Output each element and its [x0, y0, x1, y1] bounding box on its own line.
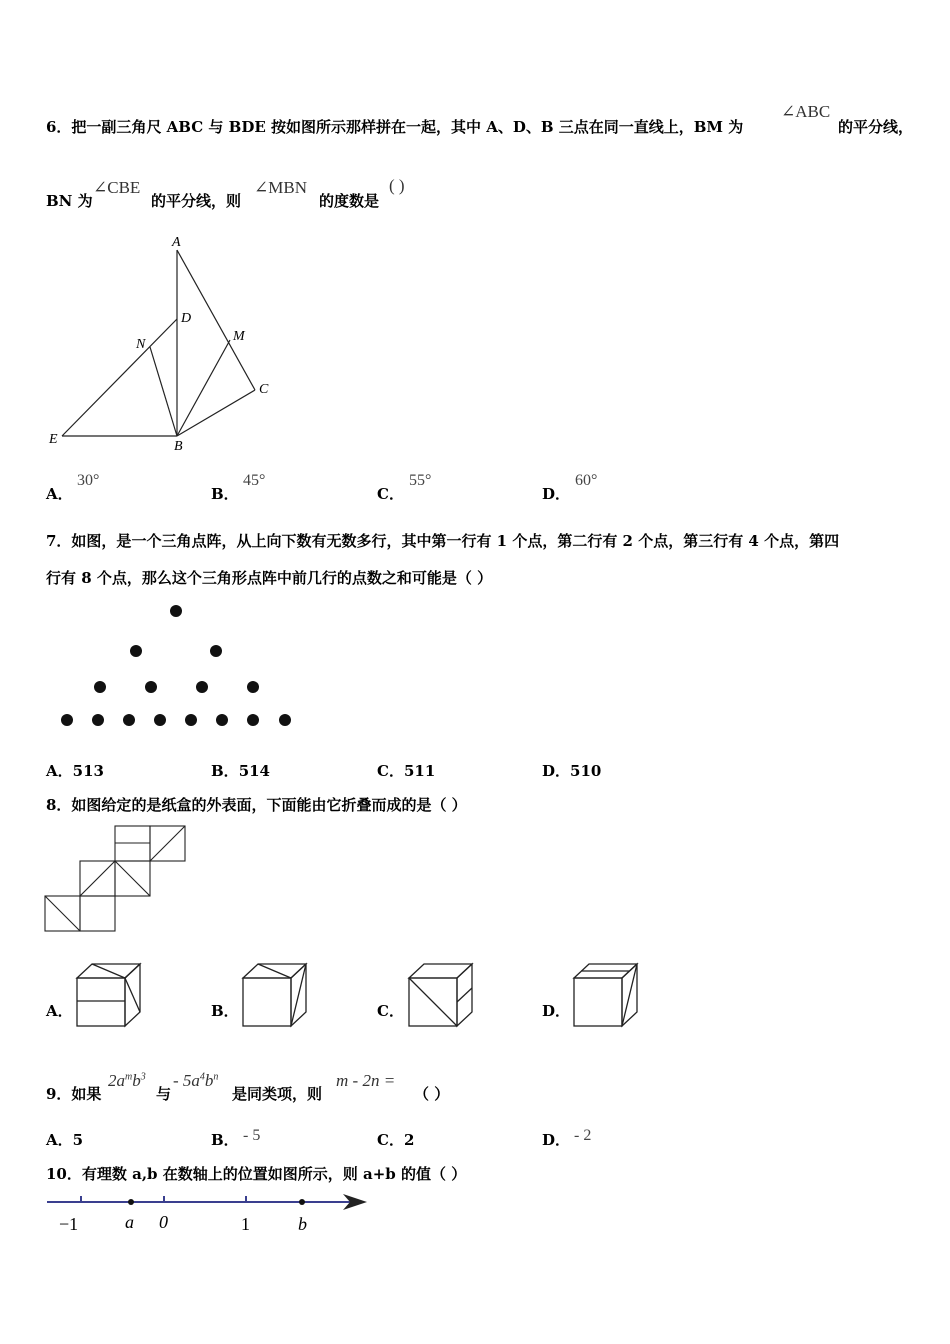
q7-text-line1: 7．如图，是一个三角点阵，从上向下数有无数多行，其中第一行有 1 个点，第二行有 2 个点，第三行有 4 个点，第四 — [46, 532, 840, 550]
q6-option-a-value: 30° — [77, 472, 100, 489]
q9-paren: （ ） — [414, 1085, 450, 1103]
q8-option-a-letter: A． — [46, 1002, 73, 1020]
side-midline — [457, 988, 472, 1002]
q7-option-c-value: 511 — [403, 762, 436, 780]
axis-label-one: 1 — [241, 1214, 250, 1234]
dot — [130, 645, 142, 657]
q8-cube-c — [406, 960, 476, 1030]
q6-angle-mbn: ∠MBN — [254, 178, 307, 197]
label-e: E — [49, 432, 58, 447]
q9-option-c-value: 2 — [403, 1131, 415, 1149]
q6-line1-a: 6．把一副三角尺 ABC 与 BDE 按如图所示那样拼在一起，其中 A、D、B 三点在同一直线上，BM 为 — [46, 118, 744, 136]
label-n: N — [136, 337, 146, 352]
q8-cube-d — [571, 960, 646, 1030]
label-c: C — [259, 382, 269, 397]
q6-triangle-figure — [40, 230, 300, 460]
dot — [123, 714, 135, 726]
dot — [247, 681, 259, 693]
q6-option-d[interactable] — [542, 483, 570, 504]
label-a: A — [172, 235, 181, 250]
q9-option-d[interactable] — [542, 1129, 570, 1150]
q7-option-d-value: 510 — [570, 762, 602, 780]
q6-angle-abc: ∠ABC — [781, 102, 831, 121]
q10-text-line1: 10．有理数 a,b 在数轴上的位置如图所示，则 a+b 的值（ ） — [46, 1165, 467, 1183]
q6-line1-b: 的平分线， — [838, 118, 914, 136]
q9-option-a-letter: A． — [46, 1131, 73, 1149]
q6-angle-cbe: ∠CBE — [93, 178, 141, 197]
top-diagonal — [258, 964, 291, 978]
q10-number-line — [45, 1188, 375, 1238]
dot — [210, 645, 222, 657]
q7-option-b-letter: B． — [211, 762, 239, 780]
q8-option-a[interactable] — [46, 1000, 73, 1021]
dot — [94, 681, 106, 693]
dot — [92, 714, 104, 726]
q8-option-b[interactable] — [211, 1000, 239, 1021]
q7-option-a-letter: A． — [46, 762, 73, 780]
q7-option-d[interactable] — [542, 760, 601, 781]
cube-front-face — [77, 978, 125, 1026]
dot — [216, 714, 228, 726]
q9-option-c-letter: C． — [377, 1131, 404, 1149]
q7-option-c[interactable] — [377, 760, 435, 781]
q9-term1-exp-m: m — [125, 1071, 133, 1083]
line-nb — [150, 347, 177, 436]
point-a — [128, 1199, 134, 1205]
q9-term2-b: b — [204, 1071, 214, 1090]
label-b: B — [174, 439, 183, 454]
q6-option-c[interactable] — [377, 483, 404, 504]
q6-option-c-letter: C． — [377, 485, 404, 503]
dot — [170, 605, 182, 617]
q7-dot-triangle — [40, 595, 310, 735]
q6-option-a-letter: A． — [46, 485, 73, 503]
q6-answer-paren: ( ) — [389, 176, 405, 195]
q8-option-c-letter: C． — [377, 1002, 404, 1020]
cube-top-face — [409, 964, 472, 978]
q8-option-d[interactable] — [542, 1000, 570, 1021]
q6-option-c-value: 55° — [409, 472, 432, 489]
top-diagonal — [125, 964, 140, 978]
q7-option-d-letter: D． — [542, 762, 571, 780]
q7-option-c-letter: C． — [377, 762, 404, 780]
q6-option-b-letter: B． — [211, 485, 239, 503]
top-diagonal — [92, 964, 125, 978]
dot — [154, 714, 166, 726]
q8-text-line1: 8．如图给定的是纸盒的外表面，下面能由它折叠而成的是（ ） — [46, 796, 467, 814]
dot — [279, 714, 291, 726]
line-mb — [177, 340, 230, 436]
dot — [185, 714, 197, 726]
net-face — [80, 896, 115, 931]
q6-option-d-letter: D． — [542, 485, 571, 503]
q9-option-b-value: - 5 — [243, 1127, 261, 1144]
q9-option-c[interactable] — [377, 1129, 414, 1150]
q7-option-a-value: 513 — [72, 762, 104, 780]
side-diagonal — [291, 964, 306, 1026]
q9-option-d-letter: D． — [542, 1131, 571, 1149]
q6-option-a[interactable] — [46, 483, 73, 504]
net-face-diagonal — [80, 861, 115, 896]
q7-option-b[interactable] — [211, 760, 270, 781]
axis-label-b: b — [298, 1214, 307, 1234]
axis-label-zero: 0 — [159, 1212, 168, 1232]
q9-conj: 与 — [156, 1085, 172, 1103]
dot — [145, 681, 157, 693]
q9-option-a[interactable] — [46, 1129, 83, 1150]
q9-term1-base: 2a — [108, 1071, 125, 1090]
q6-line2-c: 的度数是 — [319, 192, 380, 210]
q8-option-b-letter: B． — [211, 1002, 239, 1020]
q9-term1 — [108, 1071, 146, 1091]
q6-option-b[interactable] — [211, 483, 239, 504]
q7-option-a[interactable] — [46, 760, 104, 781]
q8-cube-a — [74, 960, 144, 1030]
label-m: M — [233, 329, 245, 344]
q9-option-d-value: - 2 — [574, 1127, 592, 1144]
q9-term1-b: b — [132, 1071, 141, 1090]
dot — [247, 714, 259, 726]
q8-option-c[interactable] — [377, 1000, 404, 1021]
q9-middle: 是同类项，则 — [232, 1085, 323, 1103]
line-cb — [177, 390, 255, 436]
cube-front-face — [574, 978, 622, 1026]
net-face-diagonal — [45, 896, 80, 931]
q7-option-b-value: 514 — [238, 762, 270, 780]
net-face-diagonal — [150, 826, 185, 861]
point-b — [299, 1199, 305, 1205]
q6-line2-b: 的平分线，则 — [151, 192, 242, 210]
side-diagonal — [622, 964, 637, 1026]
q6-line2-a: BN 为 — [46, 192, 93, 210]
q6-option-b-value: 45° — [243, 472, 266, 489]
q8-option-d-letter: D． — [542, 1002, 571, 1020]
side-diagonal — [125, 978, 140, 1012]
q8-cube-b — [240, 960, 310, 1030]
q9-term1-exp-3: 3 — [140, 1071, 146, 1083]
q7-text-line2: 行有 8 个点，那么这个三角形点阵中前几行的点数之和可能是（ ） — [46, 569, 493, 587]
cube-front-face — [243, 978, 291, 1026]
axis-label-neg1: −1 — [59, 1214, 79, 1234]
q6-text-line1 — [46, 116, 743, 137]
q9-term2 — [173, 1071, 218, 1091]
front-diagonal — [409, 978, 457, 1026]
q9-option-b-letter: B． — [211, 1131, 239, 1149]
net-face-diagonal — [115, 861, 150, 896]
q9-prefix: 9．如果 — [46, 1085, 102, 1103]
dot — [196, 681, 208, 693]
dot — [61, 714, 73, 726]
q9-option-b[interactable] — [211, 1129, 239, 1150]
q6-option-d-value: 60° — [575, 472, 598, 489]
axis-label-a: a — [125, 1212, 134, 1232]
q9-term2-base: - 5a — [173, 1071, 200, 1090]
q9-expr: m - 2n = — [336, 1071, 396, 1090]
q8-cube-net — [45, 826, 190, 936]
q9-option-a-value: 5 — [72, 1131, 84, 1149]
label-d: D — [181, 311, 192, 326]
q9-term2-exp-4: 4 — [199, 1071, 205, 1083]
q9-term2-exp-n: n — [213, 1071, 219, 1083]
